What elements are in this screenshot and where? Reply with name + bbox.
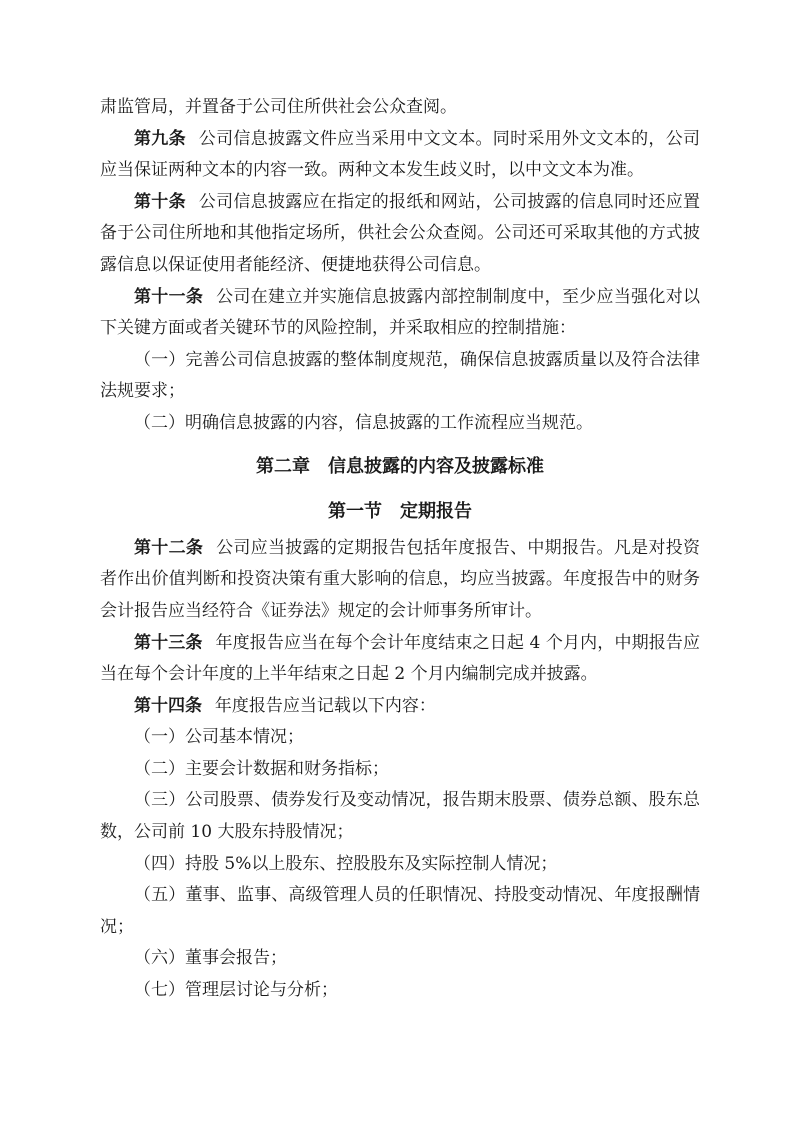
- article-text: 年度报告应当在每个会计年度结束之日起 4 个月内，中期报告应当在每个会计年度的上半年结束之日起 2 个月内编制完成并披露。: [100, 632, 701, 685]
- paragraph-text: 肃监管局，并置备于公司住所供社会公众查阅。: [100, 97, 457, 117]
- list-item-paragraph: [100, 975, 700, 1007]
- section-heading-text: 第一节 定期报告: [328, 501, 472, 523]
- list-item-paragraph: [100, 754, 700, 786]
- chapter-heading-text: 第二章 信息披露的内容及披露标准: [256, 455, 544, 477]
- article-text: 公司信息披露文件应当采用中文文本。同时采用外文文本的，公司应当保证两种文本的内容一致。两种文本发生歧义时，以中文文本为准。: [100, 128, 701, 181]
- list-item-paragraph: [100, 408, 700, 440]
- list-item-text: （七）管理层讨论与分析；: [134, 980, 338, 1001]
- article-paragraph: [100, 282, 700, 345]
- article-number: 第十四条: [134, 695, 202, 716]
- article-number: 第十一条: [134, 286, 204, 307]
- chapter-heading: [100, 451, 700, 483]
- list-item-paragraph: [100, 943, 700, 975]
- article-number: 第十条: [134, 191, 186, 212]
- list-item-paragraph: [100, 880, 700, 943]
- article-number: 第十二条: [134, 537, 204, 558]
- article-text: 公司信息披露应在指定的报纸和网站，公司披露的信息同时还应置备于公司住所地和其他指定场所，供社会公众查阅。公司还可采取其他的方式披露信息以保证使用者能经济、便捷地获得公司信息。: [100, 191, 701, 275]
- section-heading: [100, 496, 700, 528]
- list-item-paragraph: [100, 722, 700, 754]
- list-item-text: （六）董事会报告；: [134, 948, 287, 969]
- article-paragraph: [100, 124, 700, 187]
- document-content: [100, 92, 700, 1007]
- article-paragraph: [100, 533, 700, 628]
- paragraph-continuation: [100, 92, 700, 124]
- list-item-paragraph: [100, 785, 700, 848]
- list-item-text: （三）公司股票、债券发行及变动情况，报告期末股票、债券总额、股东总数，公司前 10 大股东持股情况；: [100, 790, 700, 843]
- article-text: 公司应当披露的定期报告包括年度报告、中期报告。凡是对投资者作出价值判断和投资决策有重大影响的信息，均应当披露。年度报告中的财务会计报告应当经符合《证券法》规定的会计师事务所审计。: [100, 537, 701, 621]
- list-item-text: （二）明确信息披露的内容，信息披露的工作流程应当规范。: [134, 412, 593, 433]
- article-paragraph: [100, 187, 700, 282]
- list-item-paragraph: [100, 849, 700, 881]
- article-paragraph: [100, 628, 700, 691]
- article-paragraph: [100, 691, 700, 723]
- article-number: 第十三条: [134, 632, 203, 653]
- article-text: 公司在建立并实施信息披露内部控制制度中，至少应当强化对以下关键方面或者关键环节的风险控制，并采取相应的控制措施：: [100, 286, 701, 339]
- list-item-text: （四）持股 5%以上股东、控股股东及实际控制人情况；: [134, 853, 558, 874]
- list-item-text: （一）公司基本情况；: [134, 727, 304, 748]
- list-item-text: （一）完善公司信息披露的整体制度规范，确保信息披露质量以及符合法律法规要求；: [100, 349, 700, 402]
- list-item-text: （五）董事、监事、高级管理人员的任职情况、持股变动情况、年度报酬情况；: [100, 885, 700, 937]
- list-item-paragraph: [100, 345, 700, 408]
- list-item-text: （二）主要会计数据和财务指标；: [134, 758, 389, 779]
- article-number: 第九条: [134, 128, 186, 149]
- article-text: 年度报告应当记载以下内容：: [214, 695, 436, 716]
